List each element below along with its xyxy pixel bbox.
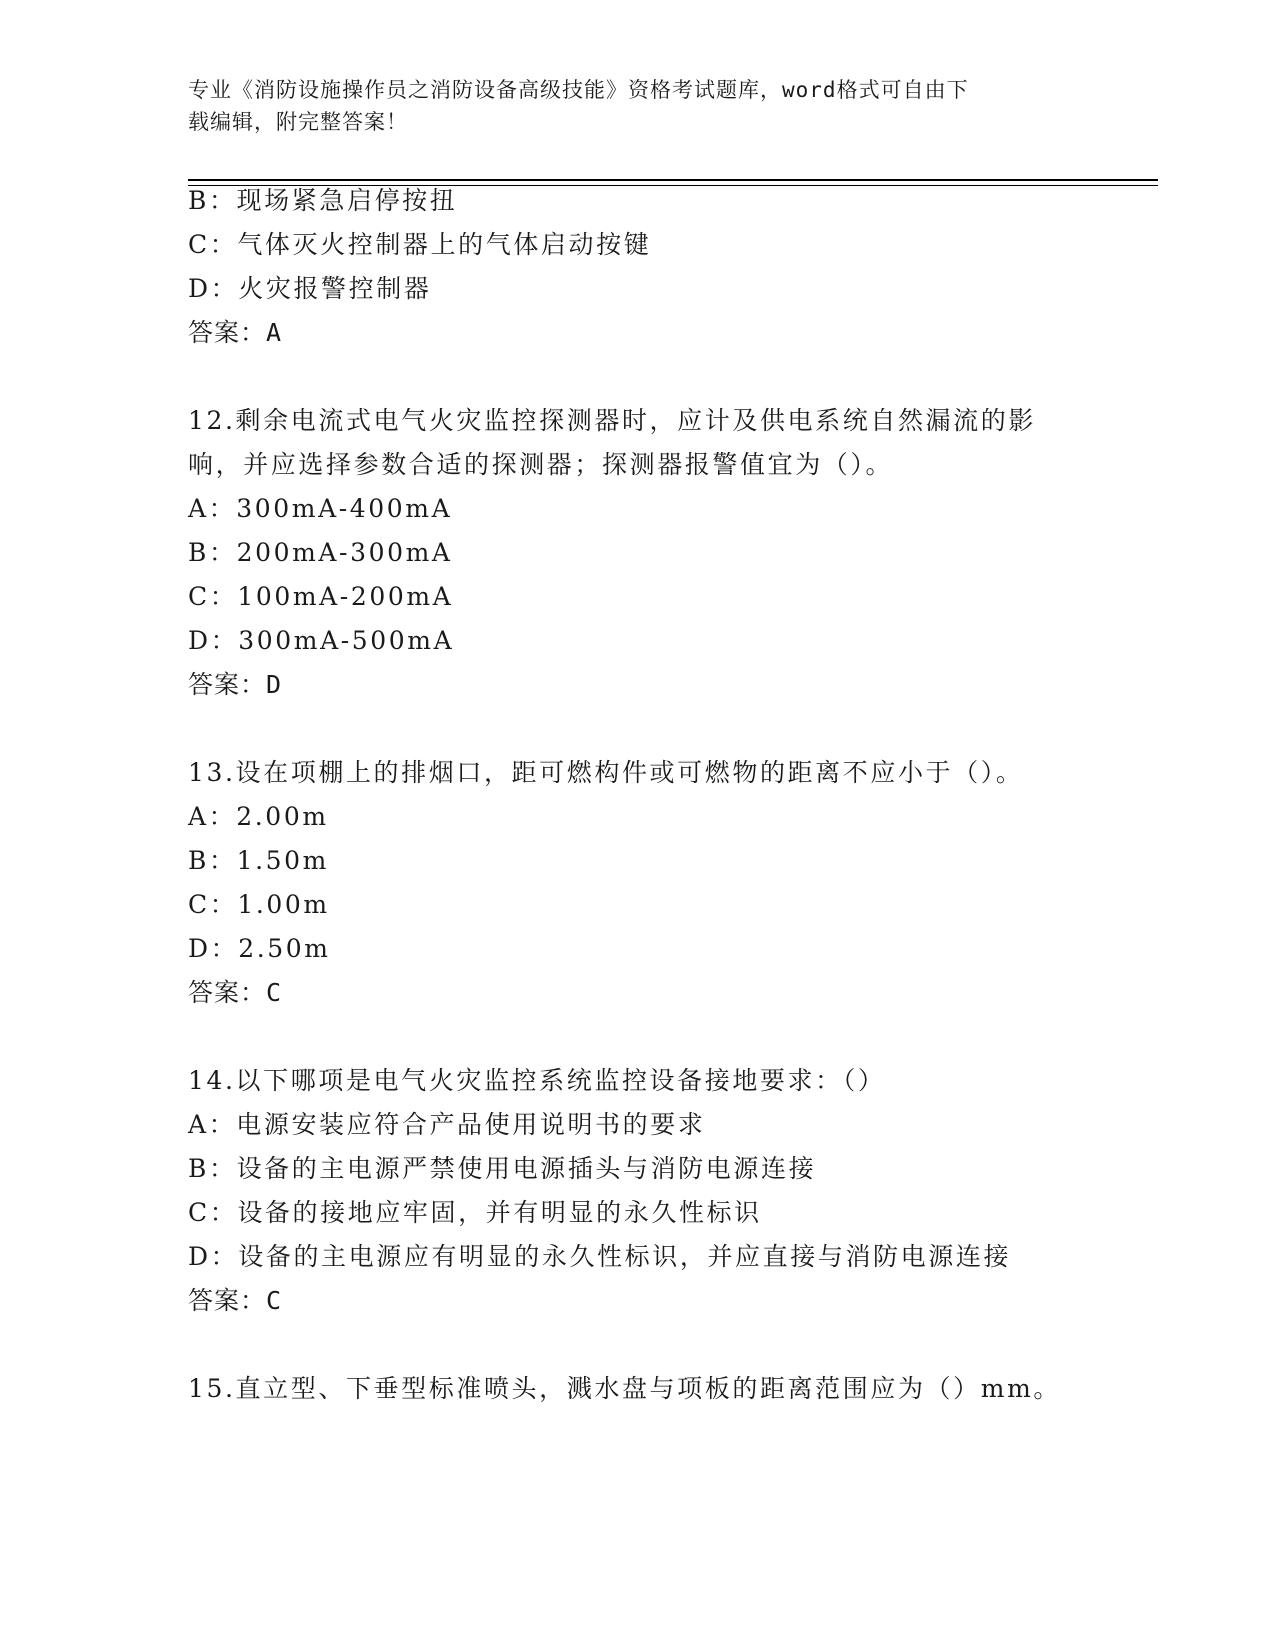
q13-option-b: B：1.50m	[188, 846, 329, 875]
q14-option-c: C：设备的接地应牢固，并有明显的永久性标识	[188, 1198, 762, 1227]
header-line-1: 专业《消防设施操作员之消防设备高级技能》资格考试题库，word格式可自由下	[188, 78, 969, 102]
q12-option-d: D：300mA-500mA	[188, 626, 455, 655]
q12-stem-line-1: 12.剩余电流式电气火灾监控探测器时，应计及供电系统自然漏流的影	[188, 406, 1036, 435]
q13-option-d: D：2.50m	[188, 934, 331, 963]
q14-stem: 14.以下哪项是电气火灾监控系统监控设备接地要求：（）	[188, 1066, 886, 1095]
q14-option-a: A：电源安装应符合产品使用说明书的要求	[188, 1110, 706, 1139]
q13-answer: 答案：C	[188, 978, 283, 1007]
header-divider-thick	[188, 179, 1158, 181]
q14-option-d: D：设备的主电源应有明显的永久性标识，并应直接与消防电源连接	[188, 1242, 1012, 1271]
header-line-2: 载编辑，附完整答案！	[188, 110, 408, 134]
q12-option-c: C：100mA-200mA	[188, 582, 454, 611]
q13-option-a: A：2.00m	[188, 802, 329, 831]
q15-stem: 15.直立型、下垂型标准喷头，溅水盘与项板的距离范围应为（）mm。	[188, 1374, 1061, 1403]
q14-option-b: B：设备的主电源严禁使用电源插头与消防电源连接	[188, 1154, 817, 1183]
document-header	[188, 74, 1088, 138]
q12-option-b: B：200mA-300mA	[188, 538, 453, 567]
q12-stem-line-2: 响，并应选择参数合适的探测器；探测器报警值宜为（）。	[188, 450, 894, 479]
q11-answer: 答案：A	[188, 318, 283, 347]
q11-option-c: C：气体灭火控制器上的气体启动按键	[188, 230, 652, 259]
q13-option-c: C：1.00m	[188, 890, 330, 919]
q11-option-d: D：火灾报警控制器	[188, 274, 432, 303]
q13-stem: 13.设在项棚上的排烟口，距可燃构件或可燃物的距离不应小于（）。	[188, 758, 1024, 787]
q14-answer: 答案：C	[188, 1286, 283, 1315]
q12-answer: 答案：D	[188, 670, 283, 699]
q11-option-b: B：现场紧急启停按扭	[188, 186, 458, 215]
q12-option-a: A：300mA-400mA	[188, 494, 453, 523]
